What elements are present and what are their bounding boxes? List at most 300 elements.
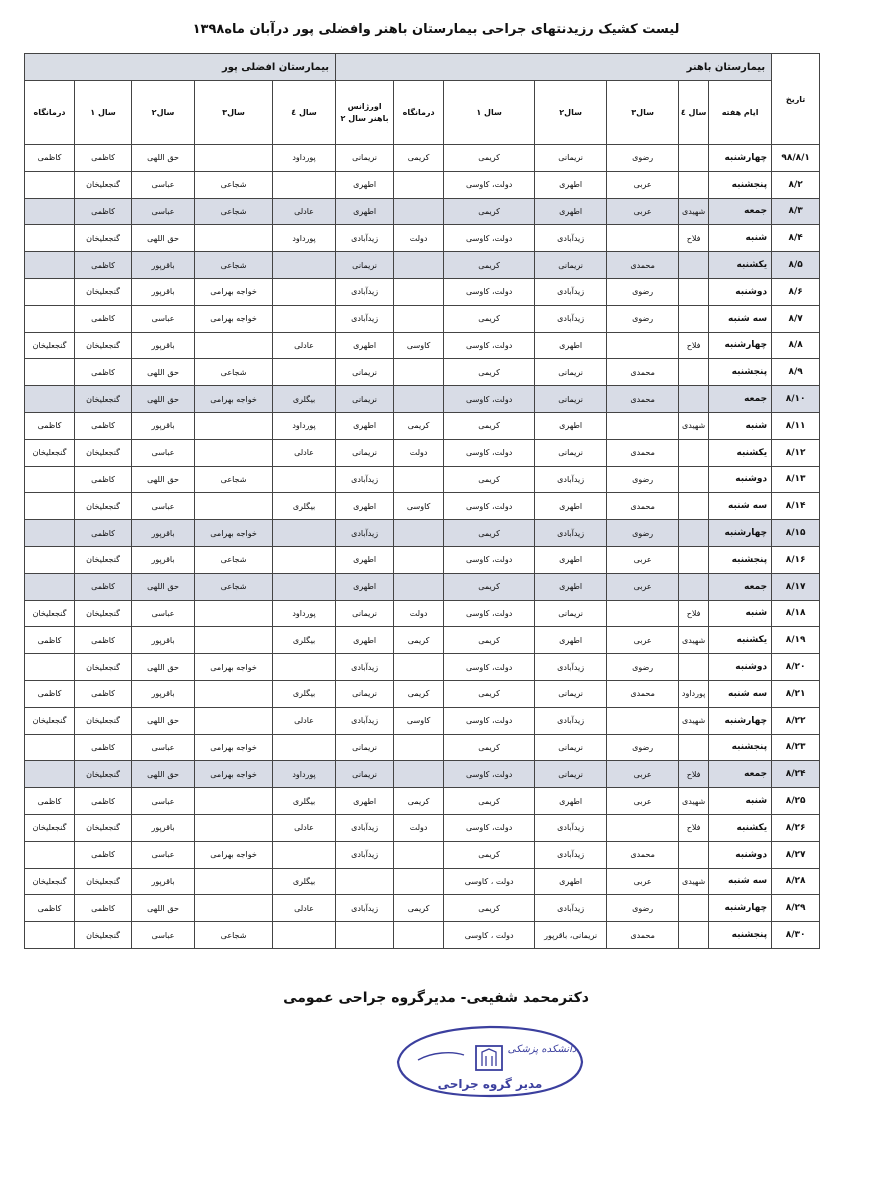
cell-date: ۸/۴ <box>772 225 820 252</box>
cell-afzali-year4 <box>273 546 336 573</box>
cell-date: ۸/۲۷ <box>772 841 820 868</box>
cell-bahonar-year2: نریمانی <box>535 761 607 788</box>
cell-afzali-year2: عباسی <box>132 922 195 949</box>
cell-afzali-year1: کاظمی <box>75 305 132 332</box>
cell-afzali-year4 <box>273 573 336 600</box>
cell-bahonar-clinic <box>394 841 444 868</box>
table-row <box>25 680 820 707</box>
cell-bahonar-clinic <box>394 466 444 493</box>
cell-bahonar-emergency <box>336 922 394 949</box>
cell-bahonar-year1: کریمی <box>444 252 535 279</box>
cell-bahonar-emergency: نریمانی <box>336 439 394 466</box>
cell-bahonar-year4: فلاح <box>679 600 709 627</box>
cell-afzali-clinic: کاظمی <box>25 680 75 707</box>
cell-bahonar-year3 <box>607 600 679 627</box>
cell-afzali-clinic <box>25 278 75 305</box>
cell-bahonar-year1: کریمی <box>444 198 535 225</box>
cell-afzali-year4 <box>273 252 336 279</box>
cell-afzali-year2: عباسی <box>132 600 195 627</box>
header-bahonar-year2: سال۲ <box>535 81 607 145</box>
cell-bahonar-year4 <box>679 145 709 172</box>
cell-afzali-year2: باقرپور <box>132 278 195 305</box>
cell-bahonar-year4 <box>679 359 709 386</box>
cell-bahonar-clinic <box>394 761 444 788</box>
cell-afzali-year2: عباسی <box>132 439 195 466</box>
cell-weekday: چهارشنبه <box>709 332 772 359</box>
cell-bahonar-year1: دولت ، کاوسی <box>444 868 535 895</box>
header-bahonar-year4: سال ٤ <box>679 81 709 145</box>
stamp-text-head: مدیر گروه جراحی <box>437 1077 543 1091</box>
cell-bahonar-emergency: اطهری <box>336 198 394 225</box>
cell-bahonar-year3: محمدی <box>607 922 679 949</box>
department-stamp <box>392 1022 588 1100</box>
cell-bahonar-year2: اطهری <box>535 627 607 654</box>
cell-bahonar-year2: اطهری <box>535 493 607 520</box>
cell-date: ۸/۲۵ <box>772 788 820 815</box>
cell-bahonar-clinic <box>394 868 444 895</box>
cell-bahonar-year3: رضوی <box>607 278 679 305</box>
cell-bahonar-emergency: نریمانی <box>336 145 394 172</box>
cell-bahonar-year4: فلاح <box>679 332 709 359</box>
cell-bahonar-clinic: کاوسی <box>394 332 444 359</box>
cell-bahonar-year3 <box>607 225 679 252</box>
cell-afzali-year2: حق اللهی <box>132 573 195 600</box>
cell-afzali-year1: کاظمی <box>75 734 132 761</box>
cell-bahonar-clinic: دولت <box>394 225 444 252</box>
cell-bahonar-year4 <box>679 922 709 949</box>
cell-bahonar-year2: زیدآبادی <box>535 654 607 681</box>
cell-date: ۸/۱۱ <box>772 412 820 439</box>
cell-weekday: پنجشنبه <box>709 734 772 761</box>
cell-bahonar-emergency: اطهری <box>336 573 394 600</box>
cell-bahonar-year2: نریمانی <box>535 680 607 707</box>
cell-bahonar-year4 <box>679 520 709 547</box>
cell-weekday: چهارشنبه <box>709 707 772 734</box>
cell-afzali-year2: عباسی <box>132 788 195 815</box>
cell-afzali-year2: حق اللهی <box>132 654 195 681</box>
cell-afzali-clinic: گنجعلیخان <box>25 868 75 895</box>
cell-bahonar-year3: عربی <box>607 546 679 573</box>
cell-afzali-year1: کاظمی <box>75 145 132 172</box>
header-afzali-year4: سال ٤ <box>273 81 336 145</box>
cell-bahonar-emergency: زیدآبادی <box>336 278 394 305</box>
cell-date: ۸/۲ <box>772 171 820 198</box>
cell-afzali-year3: خواجه بهرامی <box>195 761 273 788</box>
cell-weekday: جمعه <box>709 761 772 788</box>
cell-bahonar-year1: کریمی <box>444 412 535 439</box>
cell-bahonar-year1: دولت، کاوسی <box>444 600 535 627</box>
cell-bahonar-year3: عربی <box>607 171 679 198</box>
cell-bahonar-year2: اطهری <box>535 332 607 359</box>
cell-bahonar-year3: عربی <box>607 761 679 788</box>
cell-bahonar-emergency: نریمانی <box>336 359 394 386</box>
cell-afzali-year4 <box>273 171 336 198</box>
cell-afzali-year1: کاظمی <box>75 198 132 225</box>
cell-bahonar-clinic <box>394 546 444 573</box>
cell-afzali-year2: باقرپور <box>132 680 195 707</box>
cell-bahonar-year2: اطهری <box>535 573 607 600</box>
cell-bahonar-year4 <box>679 573 709 600</box>
cell-bahonar-year4: شهیدی <box>679 788 709 815</box>
cell-bahonar-year3: رضوی <box>607 305 679 332</box>
table-row <box>25 573 820 600</box>
cell-bahonar-year4: شهیدی <box>679 198 709 225</box>
cell-weekday: چهارشنبه <box>709 895 772 922</box>
cell-afzali-year2: باقرپور <box>132 546 195 573</box>
cell-afzali-year1: کاظمی <box>75 252 132 279</box>
cell-date: ۸/۲۸ <box>772 868 820 895</box>
cell-bahonar-year2: اطهری <box>535 868 607 895</box>
cell-afzali-year3: خواجه بهرامی <box>195 520 273 547</box>
cell-bahonar-year3: محمدی <box>607 252 679 279</box>
cell-bahonar-year2: نریمانی <box>535 734 607 761</box>
cell-bahonar-emergency: اطهری <box>336 493 394 520</box>
cell-afzali-year3 <box>195 707 273 734</box>
table-row <box>25 225 820 252</box>
cell-date: ۸/۳۰ <box>772 922 820 949</box>
cell-bahonar-year4 <box>679 252 709 279</box>
cell-afzali-year2: حق اللهی <box>132 145 195 172</box>
cell-afzali-year3 <box>195 332 273 359</box>
cell-afzali-year2: باقرپور <box>132 520 195 547</box>
cell-afzali-year4: بیگلری <box>273 493 336 520</box>
cell-bahonar-year3 <box>607 707 679 734</box>
cell-afzali-year3 <box>195 627 273 654</box>
table-row <box>25 278 820 305</box>
cell-weekday: شنبه <box>709 788 772 815</box>
cell-date: ۹۸/۸/۱ <box>772 145 820 172</box>
cell-afzali-clinic <box>25 466 75 493</box>
cell-afzali-clinic <box>25 252 75 279</box>
cell-bahonar-year2: اطهری <box>535 788 607 815</box>
cell-bahonar-clinic: کاوسی <box>394 493 444 520</box>
cell-afzali-clinic: کاظمی <box>25 895 75 922</box>
cell-bahonar-year2: اطهری <box>535 198 607 225</box>
cell-bahonar-clinic <box>394 278 444 305</box>
cell-bahonar-year2: نریمانی <box>535 600 607 627</box>
cell-afzali-clinic: گنجعلیخان <box>25 439 75 466</box>
cell-afzali-year2: باقرپور <box>132 412 195 439</box>
cell-afzali-year1: کاظمی <box>75 895 132 922</box>
cell-afzali-clinic <box>25 386 75 413</box>
cell-afzali-year1: کاظمی <box>75 680 132 707</box>
cell-bahonar-year1: دولت، کاوسی <box>444 332 535 359</box>
cell-afzali-year1: کاظمی <box>75 841 132 868</box>
cell-afzali-year4: عادلی <box>273 895 336 922</box>
cell-bahonar-clinic <box>394 198 444 225</box>
cell-afzali-clinic: گنجعلیخان <box>25 707 75 734</box>
cell-date: ۸/۲۹ <box>772 895 820 922</box>
cell-bahonar-emergency: اطهری <box>336 788 394 815</box>
cell-weekday: شنبه <box>709 600 772 627</box>
cell-weekday: دوشنبه <box>709 841 772 868</box>
cell-bahonar-year4: شهیدی <box>679 868 709 895</box>
cell-bahonar-year4 <box>679 386 709 413</box>
cell-afzali-year3 <box>195 895 273 922</box>
cell-afzali-year3 <box>195 788 273 815</box>
cell-afzali-clinic: کاظمی <box>25 145 75 172</box>
cell-afzali-year2: عباسی <box>132 305 195 332</box>
cell-afzali-year2: حق اللهی <box>132 359 195 386</box>
cell-bahonar-year1: دولت، کاوسی <box>444 386 535 413</box>
cell-bahonar-year1: کریمی <box>444 305 535 332</box>
cell-afzali-year1: گنجعلیخان <box>75 922 132 949</box>
cell-afzali-year3: شجاعی <box>195 252 273 279</box>
cell-afzali-year4: بیگلری <box>273 788 336 815</box>
cell-bahonar-year4 <box>679 439 709 466</box>
cell-bahonar-year3: رضوی <box>607 466 679 493</box>
cell-date: ۸/۲۴ <box>772 761 820 788</box>
cell-bahonar-clinic <box>394 359 444 386</box>
cell-bahonar-emergency: اطهری <box>336 171 394 198</box>
cell-bahonar-emergency: زیدآبادی <box>336 654 394 681</box>
cell-afzali-year3: خواجه بهرامی <box>195 305 273 332</box>
cell-afzali-year4: بیگلری <box>273 680 336 707</box>
cell-afzali-year1: کاظمی <box>75 466 132 493</box>
cell-afzali-year4: عادلی <box>273 332 336 359</box>
cell-bahonar-year4: فلاح <box>679 225 709 252</box>
cell-afzali-year4: بیگلری <box>273 627 336 654</box>
cell-bahonar-year1: کریمی <box>444 359 535 386</box>
cell-afzali-year2: باقرپور <box>132 814 195 841</box>
header-bahonar-year1: سال ۱ <box>444 81 535 145</box>
cell-bahonar-year1: دولت، کاوسی <box>444 493 535 520</box>
cell-bahonar-clinic <box>394 734 444 761</box>
cell-bahonar-year2: نریمانی <box>535 252 607 279</box>
cell-afzali-year1: گنجعلیخان <box>75 600 132 627</box>
cell-bahonar-year2: نریمانی <box>535 386 607 413</box>
cell-bahonar-year1: کریمی <box>444 788 535 815</box>
cell-afzali-year1: گنجعلیخان <box>75 171 132 198</box>
cell-afzali-clinic <box>25 225 75 252</box>
cell-afzali-year1: گنجعلیخان <box>75 868 132 895</box>
cell-weekday: سه شنبه <box>709 493 772 520</box>
cell-bahonar-year3: رضوی <box>607 520 679 547</box>
table-row <box>25 895 820 922</box>
cell-bahonar-year1: دولت، کاوسی <box>444 707 535 734</box>
cell-bahonar-year1: دولت، کاوسی <box>444 654 535 681</box>
cell-bahonar-clinic: کاوسی <box>394 707 444 734</box>
cell-bahonar-year3: رضوی <box>607 734 679 761</box>
cell-afzali-year4: عادلی <box>273 439 336 466</box>
cell-afzali-year4: عادلی <box>273 707 336 734</box>
cell-bahonar-year2: نریمانی <box>535 145 607 172</box>
cell-afzali-year3: خواجه بهرامی <box>195 734 273 761</box>
cell-afzali-year2: حق اللهی <box>132 386 195 413</box>
cell-bahonar-year2: زیدآبادی <box>535 520 607 547</box>
cell-afzali-clinic: کاظمی <box>25 788 75 815</box>
table-row <box>25 922 820 949</box>
cell-afzali-year2: عباسی <box>132 734 195 761</box>
cell-afzali-year4: عادلی <box>273 198 336 225</box>
cell-bahonar-year2: اطهری <box>535 171 607 198</box>
cell-afzali-year3: شجاعی <box>195 573 273 600</box>
cell-bahonar-year3: رضوی <box>607 654 679 681</box>
table-row <box>25 868 820 895</box>
cell-date: ۸/۱۸ <box>772 600 820 627</box>
cell-afzali-year2: باقرپور <box>132 252 195 279</box>
cell-afzali-clinic <box>25 546 75 573</box>
cell-weekday: سه شنبه <box>709 680 772 707</box>
roster-body <box>25 145 820 949</box>
cell-afzali-year3 <box>195 412 273 439</box>
cell-bahonar-emergency: زیدآبادی <box>336 520 394 547</box>
cell-afzali-year2: حق اللهی <box>132 761 195 788</box>
cell-bahonar-clinic: دولت <box>394 600 444 627</box>
cell-afzali-year4 <box>273 841 336 868</box>
cell-date: ۸/۲۰ <box>772 654 820 681</box>
cell-bahonar-year1: کریمی <box>444 573 535 600</box>
header-afzali-clinic: درمانگاه <box>25 81 75 145</box>
cell-date: ۸/۱۴ <box>772 493 820 520</box>
cell-bahonar-year3: عربی <box>607 573 679 600</box>
cell-bahonar-year1: دولت ، کاوسی <box>444 922 535 949</box>
cell-bahonar-emergency: اطهری <box>336 627 394 654</box>
cell-bahonar-year2: اطهری <box>535 412 607 439</box>
cell-bahonar-year1: کریمی <box>444 841 535 868</box>
hospital-bahonar-title: بیمارستان باهنر <box>336 54 772 81</box>
cell-bahonar-emergency: نریمانی <box>336 600 394 627</box>
cell-bahonar-year2: نریمانی <box>535 359 607 386</box>
cell-weekday: جمعه <box>709 198 772 225</box>
cell-afzali-year4: پورداود <box>273 761 336 788</box>
header-afzali-year2: سال۲ <box>132 81 195 145</box>
cell-bahonar-year2: نریمانی <box>535 439 607 466</box>
cell-weekday: پنجشنبه <box>709 171 772 198</box>
cell-afzali-year2: عباسی <box>132 841 195 868</box>
cell-afzali-year3: شجاعی <box>195 171 273 198</box>
cell-afzali-year1: کاظمی <box>75 359 132 386</box>
table-row <box>25 814 820 841</box>
cell-afzali-year2: باقرپور <box>132 627 195 654</box>
cell-bahonar-clinic: کریمی <box>394 895 444 922</box>
cell-bahonar-year4 <box>679 493 709 520</box>
header-weekday: ایام هفته <box>709 81 772 145</box>
cell-weekday: یکشنبه <box>709 814 772 841</box>
cell-bahonar-year3: محمدی <box>607 386 679 413</box>
cell-bahonar-year1: کریمی <box>444 520 535 547</box>
header-bahonar-year3: سال۳ <box>607 81 679 145</box>
table-row <box>25 386 820 413</box>
table-row <box>25 627 820 654</box>
cell-afzali-year3: شجاعی <box>195 198 273 225</box>
cell-date: ۸/۶ <box>772 278 820 305</box>
cell-afzali-year4 <box>273 734 336 761</box>
cell-bahonar-year2: زیدآبادی <box>535 278 607 305</box>
cell-afzali-clinic: کاظمی <box>25 627 75 654</box>
cell-afzali-year1: گنجعلیخان <box>75 546 132 573</box>
cell-afzali-clinic <box>25 198 75 225</box>
cell-afzali-clinic: گنجعلیخان <box>25 814 75 841</box>
cell-bahonar-emergency: زیدآبادی <box>336 707 394 734</box>
cell-afzali-year4 <box>273 278 336 305</box>
cell-afzali-year2: باقرپور <box>132 868 195 895</box>
header-bahonar-clinic: درمانگاه <box>394 81 444 145</box>
cell-date: ۸/۲۲ <box>772 707 820 734</box>
table-row <box>25 198 820 225</box>
cell-afzali-year2: حق اللهی <box>132 895 195 922</box>
cell-bahonar-year1: دولت، کاوسی <box>444 225 535 252</box>
cell-bahonar-year4 <box>679 734 709 761</box>
table-row <box>25 707 820 734</box>
table-row <box>25 493 820 520</box>
cell-bahonar-year1: کریمی <box>444 466 535 493</box>
cell-afzali-year1: گنجعلیخان <box>75 332 132 359</box>
cell-weekday: دوشنبه <box>709 654 772 681</box>
cell-weekday: سه شنبه <box>709 305 772 332</box>
cell-afzali-clinic <box>25 734 75 761</box>
cell-bahonar-year4: شهیدی <box>679 707 709 734</box>
cell-afzali-year3 <box>195 600 273 627</box>
cell-weekday: پنجشنبه <box>709 922 772 949</box>
cell-bahonar-year3: محمدی <box>607 359 679 386</box>
roster-table <box>24 53 820 949</box>
cell-afzali-year4: پورداود <box>273 412 336 439</box>
cell-afzali-clinic: گنجعلیخان <box>25 332 75 359</box>
cell-afzali-clinic <box>25 654 75 681</box>
cell-afzali-year3: خواجه بهرامی <box>195 386 273 413</box>
cell-bahonar-year3: محمدی <box>607 680 679 707</box>
cell-date: ۸/۱۵ <box>772 520 820 547</box>
cell-bahonar-year3: عربی <box>607 868 679 895</box>
table-row <box>25 171 820 198</box>
cell-bahonar-year3: عربی <box>607 788 679 815</box>
cell-afzali-year3: خواجه بهرامی <box>195 654 273 681</box>
cell-bahonar-emergency: نریمانی <box>336 680 394 707</box>
cell-bahonar-year2: زیدآبادی <box>535 466 607 493</box>
table-row <box>25 305 820 332</box>
cell-weekday: یکشنبه <box>709 627 772 654</box>
cell-bahonar-year4 <box>679 654 709 681</box>
cell-afzali-year4: پورداود <box>273 600 336 627</box>
cell-date: ۸/۱۰ <box>772 386 820 413</box>
cell-afzali-year1: گنجعلیخان <box>75 654 132 681</box>
cell-afzali-year1: گنجعلیخان <box>75 386 132 413</box>
cell-bahonar-clinic <box>394 573 444 600</box>
cell-date: ۸/۸ <box>772 332 820 359</box>
cell-afzali-year3: شجاعی <box>195 466 273 493</box>
cell-afzali-year2: حق اللهی <box>132 466 195 493</box>
cell-bahonar-emergency: زیدآبادی <box>336 814 394 841</box>
cell-bahonar-emergency: نریمانی <box>336 252 394 279</box>
cell-afzali-year3 <box>195 439 273 466</box>
cell-bahonar-year3 <box>607 412 679 439</box>
cell-bahonar-emergency: زیدآبادی <box>336 841 394 868</box>
cell-afzali-year2: عباسی <box>132 198 195 225</box>
cell-weekday: چهارشنبه <box>709 520 772 547</box>
cell-bahonar-clinic <box>394 252 444 279</box>
cell-afzali-year3: شجاعی <box>195 546 273 573</box>
table-row <box>25 252 820 279</box>
cell-weekday: یکشنبه <box>709 439 772 466</box>
table-row <box>25 520 820 547</box>
cell-bahonar-year2: زیدآبادی <box>535 841 607 868</box>
cell-bahonar-year2: نریمانی، باقرپور <box>535 922 607 949</box>
cell-bahonar-clinic <box>394 171 444 198</box>
cell-afzali-year3: شجاعی <box>195 359 273 386</box>
cell-afzali-year1: گنجعلیخان <box>75 707 132 734</box>
cell-afzali-year1: گنجعلیخان <box>75 225 132 252</box>
cell-bahonar-year2: زیدآبادی <box>535 707 607 734</box>
cell-bahonar-emergency: نریمانی <box>336 386 394 413</box>
table-row <box>25 761 820 788</box>
cell-afzali-year4: پورداود <box>273 225 336 252</box>
cell-bahonar-emergency <box>336 868 394 895</box>
cell-bahonar-year3 <box>607 814 679 841</box>
cell-afzali-year2: حق اللهی <box>132 225 195 252</box>
cell-bahonar-year3: محمدی <box>607 439 679 466</box>
cell-bahonar-clinic <box>394 305 444 332</box>
